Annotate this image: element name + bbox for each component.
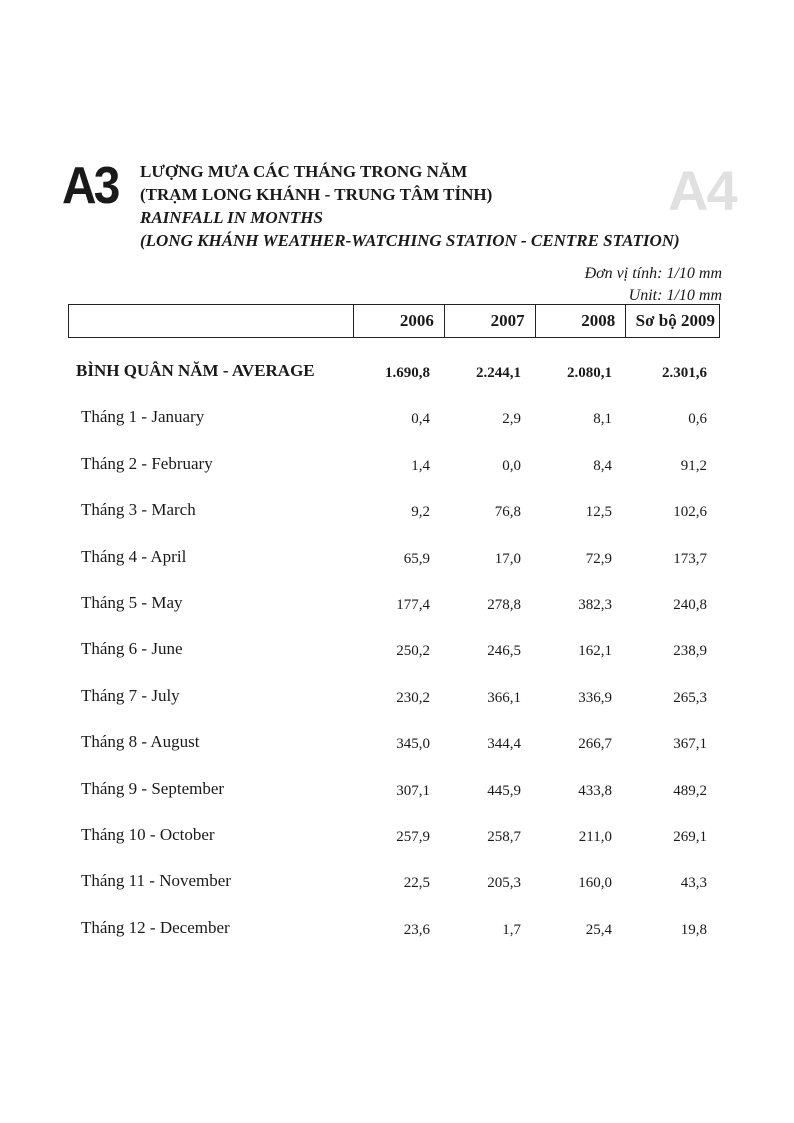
cell-2006: 0,4 <box>411 411 430 428</box>
row-label: Tháng 8 - August <box>81 732 200 752</box>
table-row <box>0 776 794 822</box>
table-row <box>0 544 794 590</box>
header-year-2007: 2007 <box>444 305 535 337</box>
cell-2009: 19,8 <box>680 921 707 938</box>
cell-2006: 1,4 <box>411 457 430 474</box>
cell-2009: 43,3 <box>680 875 707 892</box>
row-label: Tháng 12 - December <box>81 917 230 937</box>
table-row <box>0 636 794 682</box>
row-label: Tháng 7 - July <box>81 685 180 705</box>
cell-2008: 25,4 <box>585 921 612 938</box>
cell-2009: 240,8 <box>673 596 707 613</box>
table-header <box>68 304 720 338</box>
cell-2007: 366,1 <box>487 689 521 706</box>
row-label: Tháng 1 - January <box>81 407 205 427</box>
cell-2006: 22,5 <box>403 875 430 892</box>
table-row <box>0 451 794 497</box>
cell-2008: 382,3 <box>578 596 612 613</box>
cell-2008: 162,1 <box>578 643 612 660</box>
cell-2009: 269,1 <box>673 828 707 845</box>
cell-2007: 205,3 <box>487 875 521 892</box>
header-year-2008: 2008 <box>535 305 626 337</box>
cell-2009: 238,9 <box>673 643 707 660</box>
unit-note <box>585 263 722 307</box>
row-label: Tháng 2 - February <box>81 453 213 473</box>
header-year-2009-preliminary: Sơ bộ 2009 <box>625 305 719 337</box>
cell-2008: 8,4 <box>593 457 612 474</box>
cell-2008: 433,8 <box>578 782 612 799</box>
cell-2007: 445,9 <box>487 782 521 799</box>
cell-2007: 2,9 <box>502 411 521 428</box>
bleed-through-section-code: A4 <box>668 159 736 222</box>
cell-2009: 91,2 <box>680 457 707 474</box>
cell-2008: 2.080,1 <box>567 365 612 381</box>
cell-2006: 65,9 <box>403 550 430 567</box>
table-row <box>0 868 794 914</box>
row-label: Tháng 6 - June <box>81 639 183 659</box>
table-row <box>0 729 794 775</box>
row-label: Tháng 5 - May <box>81 592 183 612</box>
cell-2006: 177,4 <box>396 596 430 613</box>
cell-2007: 246,5 <box>487 643 521 660</box>
cell-2009: 102,6 <box>673 504 707 521</box>
title-block <box>140 160 680 252</box>
cell-2007: 76,8 <box>494 504 521 521</box>
table-body <box>0 358 794 961</box>
title-english-line2: (LONG KHÁNH WEATHER-WATCHING STATION - CENTRE STATION) <box>140 231 680 250</box>
row-label: Tháng 11 - November <box>81 871 231 891</box>
row-label: Tháng 4 - April <box>81 546 187 566</box>
cell-2006: 257,9 <box>396 828 430 845</box>
cell-2006: 1.690,8 <box>385 365 430 381</box>
table-row <box>0 915 794 961</box>
cell-2009: 265,3 <box>673 689 707 706</box>
cell-2009: 2.301,6 <box>662 365 707 381</box>
cell-2008: 12,5 <box>585 504 612 521</box>
header-label-cell <box>69 305 353 337</box>
cell-2007: 344,4 <box>487 736 521 753</box>
table-row <box>0 822 794 868</box>
cell-2006: 230,2 <box>396 689 430 706</box>
title-vietnamese-line1: LƯỢNG MƯA CÁC THÁNG TRONG NĂM <box>140 162 468 181</box>
cell-2009: 0,6 <box>688 411 707 428</box>
cell-2007: 1,7 <box>502 921 521 938</box>
cell-2009: 367,1 <box>673 736 707 753</box>
row-label: BÌNH QUÂN NĂM - AVERAGE <box>76 361 315 380</box>
cell-2007: 258,7 <box>487 828 521 845</box>
unit-vietnamese: Đơn vị tính: 1/10 mm <box>584 265 722 282</box>
cell-2008: 211,0 <box>578 828 612 845</box>
cell-2007: 17,0 <box>494 550 521 567</box>
cell-2008: 160,0 <box>578 875 612 892</box>
title-english-line1: RAINFALL IN MONTHS <box>140 208 323 227</box>
cell-2006: 345,0 <box>396 736 430 753</box>
cell-2006: 23,6 <box>403 921 430 938</box>
table-row <box>0 497 794 543</box>
cell-2007: 278,8 <box>487 596 521 613</box>
cell-2006: 9,2 <box>411 504 430 521</box>
cell-2009: 489,2 <box>673 782 707 799</box>
cell-2006: 250,2 <box>396 643 430 660</box>
header-year-2006: 2006 <box>353 305 444 337</box>
cell-2008: 72,9 <box>585 550 612 567</box>
table-row <box>0 404 794 450</box>
cell-2008: 8,1 <box>593 411 612 428</box>
row-label: Tháng 3 - March <box>81 500 196 520</box>
cell-2007: 2.244,1 <box>476 365 521 381</box>
section-code: A3 <box>62 157 118 215</box>
cell-2009: 173,7 <box>673 550 707 567</box>
cell-2006: 307,1 <box>396 782 430 799</box>
title-vietnamese-line2: (TRẠM LONG KHÁNH - TRUNG TÂM TỈNH) <box>140 185 493 204</box>
cell-2007: 0,0 <box>502 457 521 474</box>
table-row <box>0 683 794 729</box>
row-label: Tháng 9 - September <box>81 778 225 798</box>
table-row <box>0 590 794 636</box>
cell-2008: 336,9 <box>578 689 612 706</box>
cell-2008: 266,7 <box>578 736 612 753</box>
table-row-average <box>0 358 794 404</box>
row-label: Tháng 10 - October <box>81 824 215 844</box>
unit-english: Unit: 1/10 mm <box>628 287 722 304</box>
